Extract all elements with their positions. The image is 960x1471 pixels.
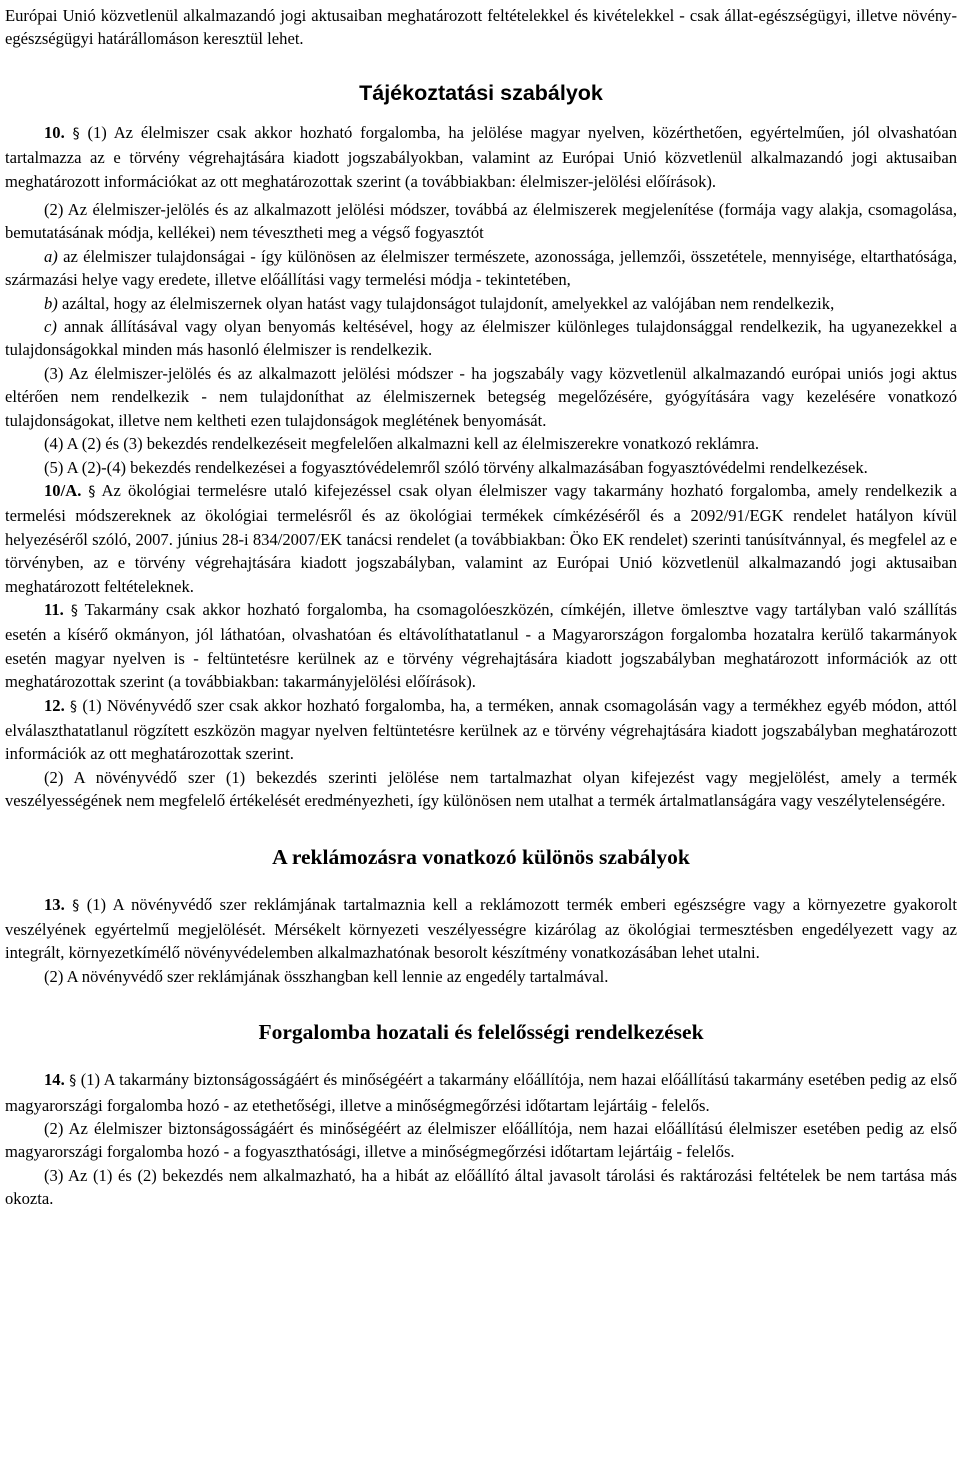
- paragraph-text: Az ökológiai termelésre utaló kifejezéssel csak olyan élelmiszer vagy takarmány hozható forgalomba, amely rendelkezik a termelési módszereknek az ökológiai termelésről és az ökológiai termékek címkézéséről és a 2092/91/EGK rendelet hatályon kívül helyezéséről szóló, 2007. június 28-i 834/2007/EK tanácsi rendelet (a továbbiakban: Öko EK rendelet) szerinti tanúsítvánnyal, és megfelel az e törvényben, az e törvény végrehajtására kiadott jogszabályban, valamint az Európai Unió közvetlenül alkalmazandó jogi aktusaiban meghatározott feltételeknek.: [5, 480, 957, 596]
- point-text: az élelmiszer tulajdonságai - így különösen az élelmiszer természete, azonossága, jellemzői, összetétele, mennyisége, eltarthatósága, származási helye vagy eredete, illetve előállítási vagy termelési módja - tekintetében,: [5, 246, 958, 290]
- paragraph-text: (1) Az élelmiszer csak akkor hozható forgalomba, ha jelölése magyar nyelven, közérthetően, egyértelműen, jól olvashatóan tartalmazza az e törvény végrehajtására kiadott jogszabályokban, valamint az Európai Unió közvetlenül alkalmazandó jogi aktusaiban meghatározott információkat az ott meghatározottak szerint (a továbbiakban: élelmiszer-jelölési előírások).: [5, 122, 958, 191]
- section-sign: §: [69, 1073, 77, 1090]
- section-sign: §: [72, 897, 80, 914]
- point-label: a): [44, 246, 58, 266]
- intro-paragraph: Európai Unió közvetlenül alkalmazandó jogi aktusaiban meghatározott feltételekkel és kivételekkel - csak állat-egészségügyi, illetve növény-egészségügyi határállomáson keresztül lehet.: [5, 6, 957, 49]
- section-heading-liability: Forgalomba hozatali és felelősségi rendelkezések: [258, 1020, 704, 1045]
- paragraph-text: (1) Növényvédő szer csak akkor hozható forgalomba, ha, a terméken, annak csomagolásán vagy a termékhez egyéb módon, attól elválaszthatatlanul rögzített eszközön magyar nyelven feltüntetésre kerülnek az e törvény végrehajtására kiadott jogszabályban meghatározott információk az ott meghatározottak szerint.: [5, 695, 958, 764]
- section-sign: §: [70, 602, 78, 619]
- section-number: 12.: [44, 695, 65, 715]
- section-heading-information: Tájékoztatási szabályok: [359, 80, 603, 105]
- section-10-paragraph-1: [5, 121, 957, 193]
- section-number: 13.: [44, 894, 65, 914]
- section-10-point-b: [5, 292, 957, 315]
- point-text: annak állításával vagy olyan benyomás keltésével, hogy az élelmiszer különleges tulajdonsággal rendelkezik, ha ugyanezekkel a tulajdonságokkal minden más hasonló élelmiszer is rendelkezik.: [5, 317, 957, 360]
- section-12-paragraph-2: (2) A növényvédő szer (1) bekezdés szerinti jelölése nem tartalmazhat olyan kifejezést vagy megjelölést, amely a termék veszélyességének nem megfelelő értékelését eredményezheti, így különösen nem utalhat a termék ártalmatlanságára vagy veszélytelenségére.: [5, 767, 957, 811]
- section-10-paragraph-3: (3) Az élelmiszer-jelölés és az alkalmazott jelölési módszer - ha jogszabály vagy közvetlenül alkalmazandó európai uniós jogi aktus eltérően nem rendelkezik - nem tulajdoníthat az élelmiszernek betegség megelőzésére, gyógyítására vagy kezelésére vonatkozó tulajdonságokat, illetve nem keltheti ezen tulajdonságok meglétének benyomását.: [5, 363, 957, 430]
- section-14-paragraph-1: [5, 1068, 957, 1117]
- section-10: [5, 121, 957, 479]
- point-label: b): [44, 293, 58, 313]
- section-sign: §: [88, 483, 96, 500]
- point-label: c): [44, 317, 57, 337]
- section-10-paragraph-5: (5) A (2)-(4) bekezdés rendelkezései a fogyasztóvédelemről szóló törvény alkalmazásában fogyasztóvédelmi rendelkezések.: [44, 457, 868, 477]
- section-13-paragraph-1: [5, 893, 957, 965]
- section-10-paragraph-2: (2) Az élelmiszer-jelölés és az alkalmazott jelölési módszer, továbbá az élelmiszerek megjelenítése (formája vagy alakja, csomagolása, bemutatásának módja, kellékei) nem tévesztheti meg a végső fogyasztót: [5, 200, 957, 243]
- section-heading-advertising: A reklámozásra vonatkozó különös szabályok: [272, 844, 690, 869]
- section-sign: §: [70, 698, 78, 715]
- document-page: [5, 0, 957, 1211]
- section-10-point-a: [5, 245, 957, 292]
- section-14-paragraph-2: (2) Az élelmiszer biztonságosságáért és minőségéért az élelmiszer előállítója, nem hazai előállítású élelmiszer esetében pedig az első magyarországi forgalomba hozó - a fogyaszthatósági, illetve a minőségmegőrzési időtartam lejártáig - felelős.: [5, 1119, 957, 1162]
- section-10-point-c: [5, 315, 957, 362]
- paragraph-text: (1) A növényvédő szer reklámjának tartalmaznia kell a reklámozott termék emberi egészségre vagy a környezetre gyakorolt veszélyének egyértelmű megjelölését. Mérsékelt környezeti veszélyességre kizárólag az ökológiai termesztésben engedélyezett vagy az integrált, környezetkímélő növényvédelemben alkalmazhatónak besorolt készítmény vonatkozásában lehet utalni.: [5, 894, 957, 963]
- section-number: 10/A.: [44, 480, 82, 500]
- section-10-paragraph-4: (4) A (2) és (3) bekezdés rendelkezéseit megfelelően alkalmazni kell az élelmiszerekre vonatkozó reklámra.: [44, 434, 760, 454]
- point-text: azáltal, hogy az élelmiszernek olyan hatást vagy tulajdonságot tulajdonít, amelyekkel az valójában nem rendelkezik,: [61, 293, 835, 313]
- paragraph-text: Takarmány csak akkor hozható forgalomba, ha csomagolóeszközén, címkéjén, illetve ömlesztve vagy tartályban való szállítás esetén a kísérő okmányon, jól láthatóan, olvashatóan és eltávolíthatatlanul - a Magyarországon forgalomba hozatalra kerülő takarmányok esetén magyar nyelven is - feltüntetésre kerülnek az e törvény végrehajtására kiadott jogszabályban meghatározott információk az ott meghatározottak szerint (a továbbiakban: takarmányjelölési előírások).: [5, 599, 958, 692]
- section-12-paragraph-1: [5, 694, 957, 766]
- section-10a: [5, 479, 957, 598]
- paragraph-text: (1) A takarmány biztonságosságáért és minőségéért a takarmány előállítója, nem hazai előállítású takarmány esetében pedig az első magyarországi forgalomba hozó - az etethetőségi, illetve a minőségmegőrzési időtartam lejártáig - felelős.: [5, 1070, 957, 1115]
- section-11: [5, 598, 957, 694]
- section-14-paragraph-3: (3) Az (1) és (2) bekezdés nem alkalmazható, ha a hibát az előállító által javasolt tárolási és raktározási feltételek be nem tartása más okozta.: [5, 1165, 957, 1209]
- section-13-paragraph-2: (2) A növényvédő szer reklámjának összhangban kell lennie az engedély tartalmával.: [44, 966, 609, 986]
- section-number: 10.: [44, 122, 65, 142]
- section-number: 14.: [44, 1070, 65, 1090]
- section-sign: §: [72, 125, 80, 142]
- section-number: 11.: [44, 599, 64, 619]
